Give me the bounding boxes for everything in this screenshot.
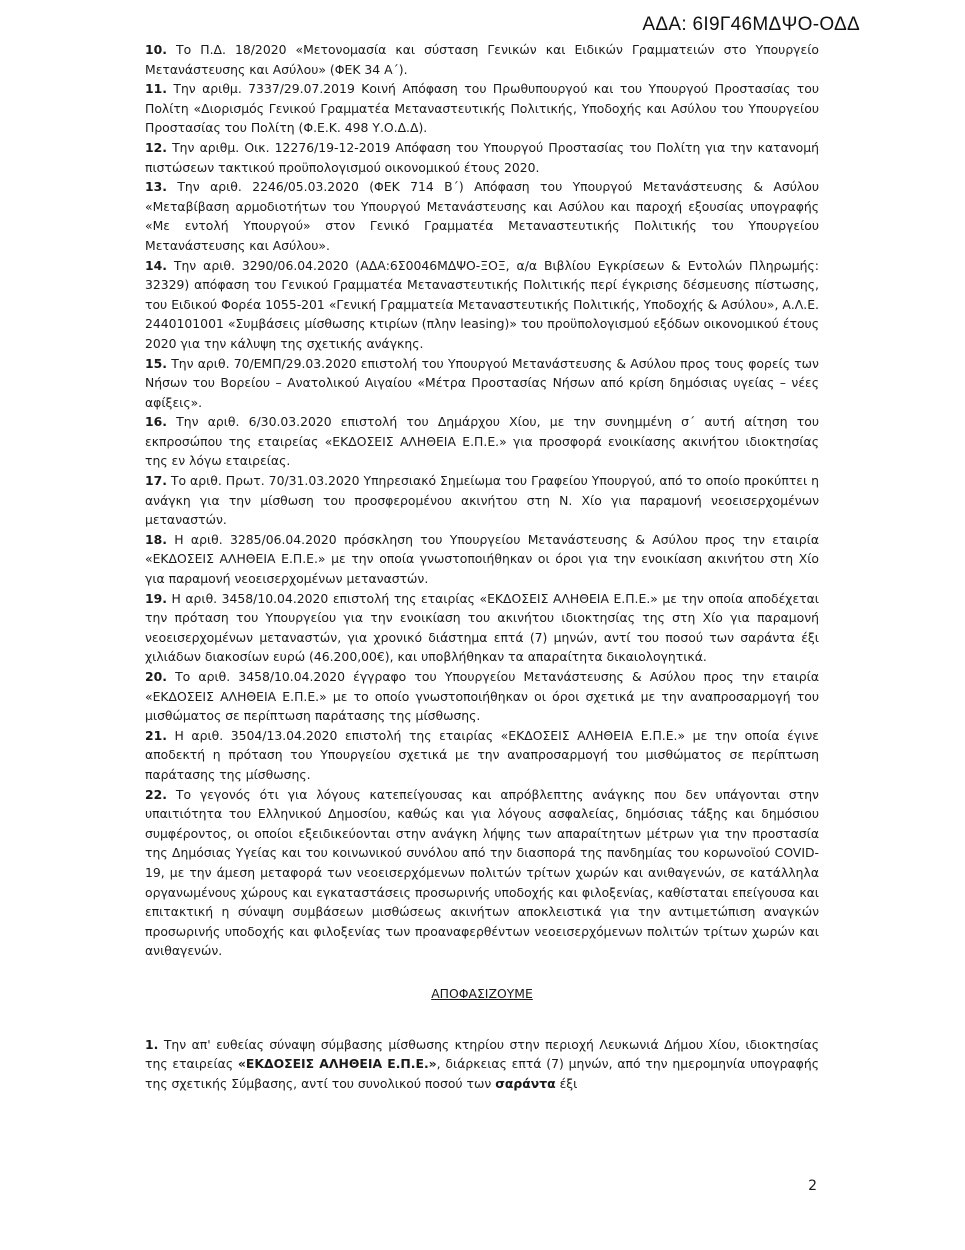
item-text: Η αριθ. 3504/13.04.2020 επιστολή της εταιρίας «ΕΚΔΟΣΕΙΣ ΑΛΗΘΕΙΑ Ε.Π.Ε.» με την οποία έγινε αποδεκτή η πρόταση του Υπουργείου σχετικά με την αναπροσαρμογή του μισθώματος σε περίπτωση παράτασης της μίσθωσης. (145, 727, 819, 782)
consideration-20 (145, 667, 819, 726)
consideration-17 (145, 471, 819, 530)
consideration-10 (145, 40, 819, 79)
item-number: 19. (145, 590, 167, 606)
document-body (145, 40, 819, 1093)
item-text: Το γεγονός ότι για λόγους κατεπείγουσας και απρόβλεπτης ανάγκης που δεν υπάγονται στην υπαιτιότητα του Ελληνικού Δημοσίου, καθώς και για λόγους ασφαλείας, δημόσιας τάξης και δημόσιου συμφέροντος, οι οποίοι εξειδικεύονται στην ανάγκη λήψης των απαραίτητων μέτρων για την προστασία της Δημόσιας Υγείας και του κοινωνικού συνόλου από την διασπορά της πανδημίας του κορωνοϊού COVID-19, με την άμεση μεταφορά των νεοεισερχόμενων πολιτών τρίτων χωρών και ανιθαγενών, σε κατάλληλα οργανωμένους χώρους και εγκαταστάσεις προσωρινής υποδοχής και φιλοξενίας, καθίσταται επείγουσα και επιτακτική η σύναψη συμβάσεων μισθώσεως ακινήτων αποκλειστικά για την αντιμετώπιση αναγκών προσωρινής υποδοχής και φιλοξενίας των προαναφερθέντων νεοεισερχόμενων πολιτών τρίτων χωρών και ανιθαγενών. (145, 786, 819, 959)
item-text: Την αριθ. 3290/06.04.2020 (ΑΔΑ:6Σ0046ΜΔΨΟ-ΞΟΞ, α/α Βιβλίου Εγκρίσεων & Εντολών Πληρωμής: 32329) απόφαση του Γενικού Γραμματέα Μεταναστευτικής Πολιτικής περί έγκρισης δέσμευσης πίστωσης, του Ειδικού Φορέα 1055-201 «Γενική Γραμματεία Μεταναστευτικής Πολιτικής, Υποδοχής & Ασύλου», Α.Λ.Ε. 2440101001 «Συμβάσεις μίσθωσης κτιρίων (πλην leasing)» του προϋπολογισμού εξόδων οικονομικού έτους 2020 για την κάλυψη της σχετικής ανάγκης. (145, 257, 819, 351)
consideration-21 (145, 726, 819, 785)
consideration-16 (145, 412, 819, 471)
item-number: 10. (145, 42, 167, 57)
consideration-13 (145, 177, 819, 255)
item-number: 1. (145, 1036, 159, 1052)
item-number: 17. (145, 473, 167, 489)
item-number: 11. (145, 81, 167, 97)
ada-code: ΑΔΑ: 6Ι9Γ46ΜΔΨΟ-ΟΔΔ (642, 14, 860, 35)
item-text: Το αριθ. 3458/10.04.2020 έγγραφο του Υπουργείου Μετανάστευσης & Ασύλου προς την εταιρία «ΕΚΔΟΣΕΙΣ ΑΛΗΘΕΙΑ Ε.Π.Ε.» με το οποίο γνωστοποιήθηκαν οι όροι σχετικά με την αναπροσαρμογή του μισθώματος σε περίπτωση παράτασης της μίσθωσης. (145, 669, 819, 724)
item-text: Η αριθ. 3285/06.04.2020 πρόσκληση του Υπουργείου Μετανάστευσης & Ασύλου προς την εταιρία «ΕΚΔΟΣΕΙΣ ΑΛΗΘΕΙΑ Ε.Π.Ε.» με την οποία γνωστοποιήθηκαν οι όροι για την ενοικίαση ακινήτου στη Χίο για παραμονή νεοεισερχομένων μεταναστών. (145, 531, 819, 587)
consideration-22 (145, 785, 819, 961)
item-number: 21. (145, 727, 167, 743)
item-text: Την αριθμ. Οικ. 12276/19-12-2019 Απόφαση του Υπουργού Προστασίας του Πολίτη για την κατανομή πιστώσεων τακτικού προϋπολογισμού οικονομικού έτους 2020. (145, 139, 819, 175)
item-text: Το Π.Δ. 18/2020 «Μετονομασία και σύσταση Γενικών και Ειδικών Γραμματειών στο Υπουργείο Μετανάστευσης και Ασύλου» (ΦΕΚ 34 Α΄). (145, 42, 819, 77)
item-number: 13. (145, 179, 167, 195)
item-text: Την αριθ. 6/30.03.2020 επιστολή του Δημάρχου Χίου, με την συνημμένη σ΄ αυτή αίτηση του εκπροσώπου της εταιρείας «ΕΚΔΟΣΕΙΣ ΑΛΗΘΕΙΑ Ε.Π.Ε.» για προσφορά ενοικίασης ακινήτου ιδιοκτησίας της εν λόγω εταιρείας. (145, 414, 819, 469)
page-number: 2 (808, 1178, 817, 1194)
item-number: 14. (145, 257, 167, 273)
item-text-part3: έξι (555, 1075, 578, 1091)
item-number: 20. (145, 669, 167, 684)
company-name: «ΕΚΔΟΣΕΙΣ ΑΛΗΘΕΙΑ Ε.Π.Ε.» (237, 1056, 437, 1072)
item-text-part1: Την απ' ευθείας σύναψη σύμβασης μίσθωσης κτηρίου στην περιοχή Λευκωνιά Δήμου Χίου, ιδιοκτησίας της εταιρείας (145, 1036, 819, 1072)
item-text: Την αριθ. 2246/05.03.2020 (ΦΕΚ 714 Β΄) Απόφαση του Υπουργού Μετανάστευσης & Ασύλου «Μεταβίβαση αρμοδιοτήτων του Υπουργού Μετανάστευσης και Ασύλου και παροχή εξουσίας υπογραφής «Με εντολή Υπουργού» στον Γενικό Γραμματέα Μεταναστευτικής Πολιτικής του Υπουργείου Μετανάστευσης και Ασύλου». (145, 179, 819, 253)
item-number: 15. (145, 355, 167, 371)
consideration-14 (145, 256, 819, 354)
decision-item-1 (145, 1035, 819, 1094)
amount-bold: σαράντα (495, 1075, 556, 1091)
item-text: Η αριθ. 3458/10.04.2020 επιστολή της εταιρίας «ΕΚΔΟΣΕΙΣ ΑΛΗΘΕΙΑ Ε.Π.Ε.» με την οποία αποδέχεται την πρόταση του Υπουργείου για την ενοικίαση του ακινήτου ιδιοκτησίας της στη Χίο για παραμονή νεοεισερχομένων μεταναστών, για χρονικό διάστημα επτά (7) μηνών, αντί του ποσού των σαράντα έξι χιλιάδων διακοσίων ευρώ (46.200,00€), και υποβλήθηκαν τα απαραίτητα δικαιολογητικά. (145, 590, 819, 665)
item-number: 16. (145, 414, 167, 430)
item-text-part2: , διάρκειας επτά (7) μηνών, από την ημερομηνία υπογραφής της σχετικής Σύμβασης, αντί του συνολικού ποσού των (145, 1056, 819, 1091)
item-number: 18. (145, 531, 167, 547)
item-text: Την αριθ. 70/ΕΜΠ/29.03.2020 επιστολή του Υπουργού Μετανάστευσης & Ασύλου προς τους φορείς των Νήσων του Βορείου – Ανατολικού Αιγαίου «Μέτρα Προστασίας Νήσων από κρίση δημόσιας υγείας – νέες αφίξεις». (145, 355, 819, 410)
item-text: Το αριθ. Πρωτ. 70/31.03.2020 Υπηρεσιακό Σημείωμα του Γραφείου Υπουργού, από το οποίο προκύπτει η ανάγκη για την μίσθωση του προσφερομένου ακινήτου στη Ν. Χίο για παραμονή νεοεισερχομένων μεταναστών. (145, 473, 819, 528)
decision-heading: ΑΠΟΦΑΣΙΖΟΥΜΕ (431, 985, 533, 1001)
consideration-11 (145, 79, 819, 138)
consideration-15 (145, 354, 819, 413)
item-number: 22. (145, 786, 167, 802)
item-text: Την αριθμ. 7337/29.07.2019 Κοινή Απόφαση του Πρωθυπουργού και του Υπουργού Προστασίας του Πολίτη «Διορισμός Γενικού Γραμματέα Μεταναστευτικής Πολιτικής, Υποδοχής και Ασύλου του Υπουργείου Προστασίας του Πολίτη (Φ.Ε.Κ. 498 Υ.Ο.Δ.Δ). (145, 81, 819, 136)
consideration-18 (145, 530, 819, 589)
item-number: 12. (145, 139, 167, 155)
consideration-12 (145, 138, 819, 177)
consideration-19 (145, 589, 819, 667)
